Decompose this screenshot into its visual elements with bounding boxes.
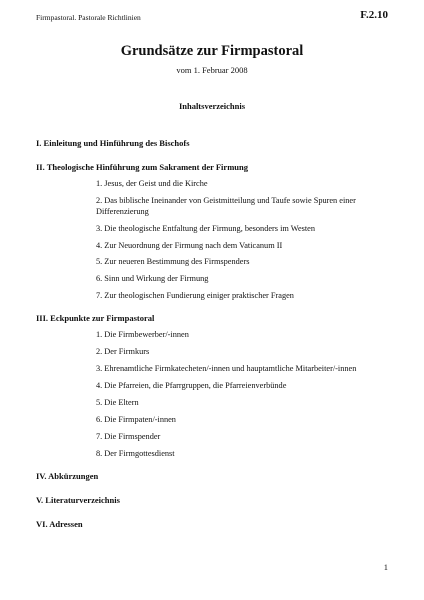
toc-item[interactable]: 4. Die Pfarreien, die Pfarrgruppen, die Pfarreienverbünde — [96, 381, 287, 390]
toc-section[interactable]: IV. Abkürzungen — [36, 471, 99, 481]
toc-heading: Inhaltsverzeichnis — [178, 101, 246, 111]
toc-section[interactable]: V. Literaturverzeichnis — [36, 495, 120, 505]
toc-item[interactable]: 7. Die Firmspender — [96, 432, 161, 441]
document-title: Grundsätze zur Firmpastoral — [120, 43, 304, 59]
toc-item[interactable]: 2. Der Firmkurs — [96, 347, 150, 356]
toc-item[interactable]: 7. Zur theologischen Fundierung einiger praktischer Fragen — [96, 291, 294, 300]
toc-section[interactable]: VI. Adressen — [36, 519, 83, 529]
document-date: vom 1. Februar 2008 — [176, 65, 248, 75]
toc-item[interactable]: 6. Sinn und Wirkung der Firmung — [96, 274, 209, 283]
toc-item[interactable]: 5. Die Eltern — [96, 398, 139, 407]
toc-item[interactable]: 4. Zur Neuordnung der Firmung nach dem Vaticanum II — [96, 241, 283, 250]
document-code: F.2.10 — [360, 9, 388, 21]
running-header: Firmpastoral. Pastorale Richtlinien — [36, 13, 141, 22]
toc-item[interactable]: 8. Der Firmgottesdienst — [96, 449, 175, 458]
toc-item[interactable]: 1. Jesus, der Geist und die Kirche — [96, 179, 208, 188]
toc-section[interactable]: II. Theologische Hinführung zum Sakrament der Firmung — [36, 162, 248, 172]
toc-item[interactable]: 2. Das biblische Ineinander von Geistmitteilung und Taufe sowie Spuren einer Differenzierung — [96, 196, 356, 217]
toc-item[interactable]: 3. Die theologische Entfaltung der Firmung, besonders im Westen — [96, 224, 316, 233]
toc-section[interactable]: I. Einleitung und Hinführung des Bischofs — [36, 138, 190, 148]
toc-item[interactable]: 5. Zur neueren Bestimmung des Firmspenders — [96, 257, 250, 266]
page-number: 1 — [383, 562, 388, 572]
toc-item[interactable]: 6. Die Firmpaten/-innen — [96, 415, 176, 424]
toc-item[interactable]: 1. Die Firmbewerber/-innen — [96, 330, 189, 339]
toc-item[interactable]: 3. Ehrenamtliche Firmkatecheten/-innen und hauptamtliche Mitarbeiter/-innen — [96, 364, 357, 373]
toc-section[interactable]: III. Eckpunkte zur Firmpastoral — [36, 313, 155, 323]
